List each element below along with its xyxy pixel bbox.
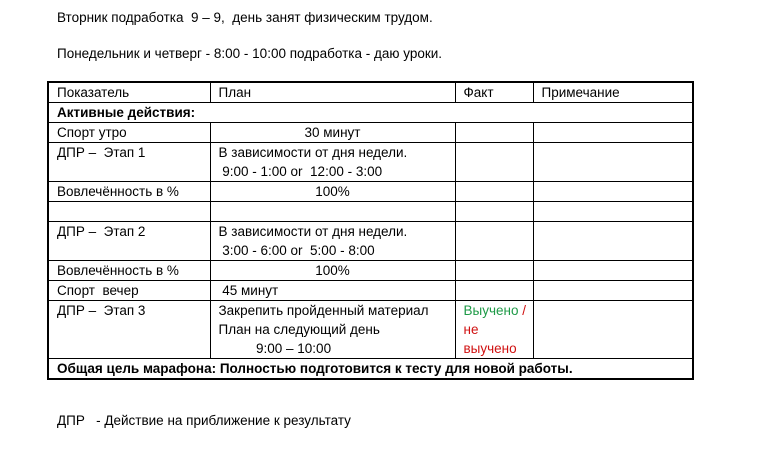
row-plan	[210, 143, 455, 182]
row-note	[533, 261, 693, 281]
intro-line-1: Вторник подработка 9 – 9, день занят физическим трудом.	[57, 10, 433, 25]
row-plan: 45 минут	[210, 281, 455, 301]
plan-line: 3:00 - 6:00 or 5:00 - 8:00	[218, 243, 375, 258]
row-label: Вовлечённость в %	[48, 261, 210, 281]
plan-line: План на следующий день	[218, 322, 380, 337]
empty-cell	[210, 202, 455, 222]
row-plan: 30 минут	[210, 123, 455, 143]
table-row-empty	[48, 202, 693, 222]
empty-cell	[48, 202, 210, 222]
table-row	[48, 182, 693, 202]
row-note	[533, 182, 693, 202]
row-fact	[455, 301, 533, 359]
header-plan: План	[210, 82, 455, 103]
row-label: Спорт вечер	[48, 281, 210, 301]
row-label: ДПР – Этап 1	[48, 143, 210, 182]
fact-slash: /	[518, 303, 526, 318]
row-fact	[455, 281, 533, 301]
empty-cell	[533, 202, 693, 222]
marathon-goal: Общая цель марафона: Полностью подготовится к тесту для новой работы.	[48, 359, 693, 380]
row-label: Спорт утро	[48, 123, 210, 143]
row-plan	[210, 301, 455, 359]
plan-line: 9:00 – 10:00	[218, 341, 332, 356]
row-fact	[455, 222, 533, 261]
footer-note: ДПР - Действие на приближение к результату	[57, 413, 351, 428]
table-row	[48, 143, 693, 182]
row-note	[533, 301, 693, 359]
fact-not-2: выучено	[463, 341, 517, 356]
plan-line: 9:00 - 1:00 or 12:00 - 3:00	[218, 164, 383, 179]
table-header-row	[48, 82, 693, 103]
row-fact	[455, 182, 533, 202]
row-note	[533, 123, 693, 143]
row-note	[533, 143, 693, 182]
row-label: ДПР – Этап 2	[48, 222, 210, 261]
header-indicator: Показатель	[48, 82, 210, 103]
plan-table	[47, 81, 694, 380]
header-fact: Факт	[455, 82, 533, 103]
section-active-actions: Активные действия:	[48, 103, 693, 123]
empty-cell	[455, 202, 533, 222]
row-plan: 100%	[210, 182, 455, 202]
row-note	[533, 281, 693, 301]
row-label: ДПР – Этап 3	[48, 301, 210, 359]
fact-not-1: не	[463, 322, 479, 337]
plan-line: В зависимости от дня недели.	[218, 224, 408, 239]
table-row	[48, 301, 693, 359]
table-row	[48, 261, 693, 281]
row-plan: 100%	[210, 261, 455, 281]
row-note	[533, 222, 693, 261]
section-row	[48, 103, 693, 123]
fact-learned: Выучено	[463, 303, 519, 318]
table-row	[48, 123, 693, 143]
row-label: Вовлечённость в %	[48, 182, 210, 202]
table-row	[48, 281, 693, 301]
intro-line-2: Понедельник и четверг - 8:00 - 10:00 подработка - даю уроки.	[57, 46, 443, 61]
table-row	[48, 222, 693, 261]
row-fact	[455, 261, 533, 281]
fact-line	[464, 301, 533, 320]
row-fact	[455, 123, 533, 143]
row-plan	[210, 222, 455, 261]
row-fact	[455, 143, 533, 182]
goal-row	[48, 359, 693, 380]
plan-line: В зависимости от дня недели.	[218, 145, 408, 160]
plan-line: Закрепить пройденный материал	[218, 303, 429, 318]
header-note: Примечание	[533, 82, 693, 103]
